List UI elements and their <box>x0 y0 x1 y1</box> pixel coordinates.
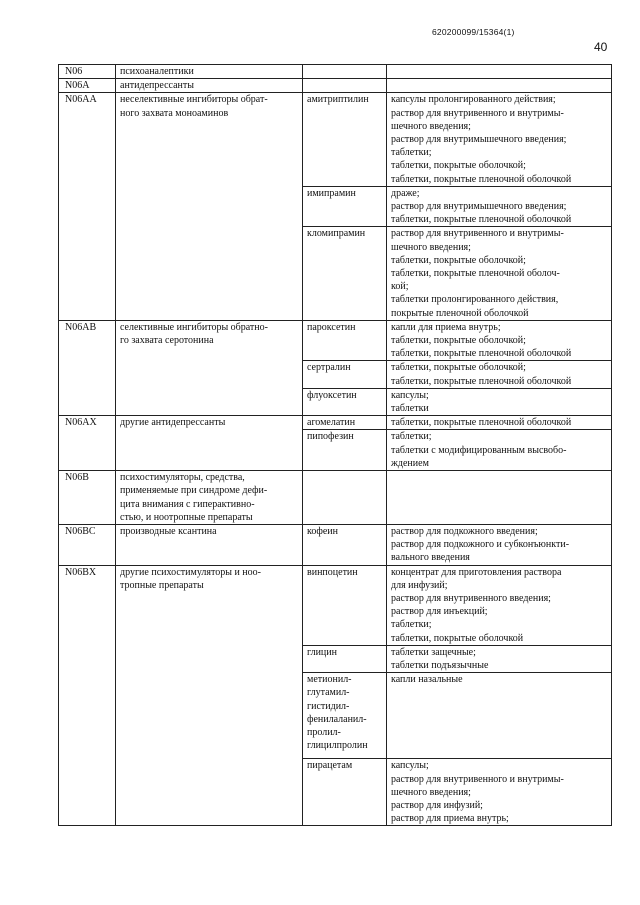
drug-name: имипрамин <box>303 186 387 227</box>
drug-name: сертралин <box>303 361 387 388</box>
drug-name: пирацетам <box>303 759 387 826</box>
dosage-forms <box>387 471 612 525</box>
atc-group: селективные ингибиторы обратно- го захвата серотонина <box>116 320 303 415</box>
drug-classification-table <box>58 64 612 826</box>
dosage-forms <box>387 79 612 93</box>
atc-group: психоаналептики <box>116 65 303 79</box>
drug-name: винпоцетин <box>303 565 387 645</box>
dosage-forms <box>387 65 612 79</box>
drug-name: кломипрамин <box>303 227 387 320</box>
atc-group: неселективные ингибиторы обрат- ного захвата моноаминов <box>116 93 303 320</box>
dosage-forms: таблетки защечные; таблетки подъязычные <box>387 645 612 672</box>
atc-code: N06BC <box>59 524 116 565</box>
atc-group: другие антидепрессанты <box>116 416 303 471</box>
drug-name <box>303 65 387 79</box>
atc-group: антидепрессанты <box>116 79 303 93</box>
drug-name: флуоксетин <box>303 388 387 415</box>
atc-code: N06A <box>59 79 116 93</box>
drug-name <box>303 471 387 525</box>
drug-name: пипофезин <box>303 430 387 471</box>
table-row <box>59 416 612 430</box>
dosage-forms: капсулы пролонгированного действия; раствор для внутривенного и внутримы- шечного введения; раствор для внутримышечного введения; таблетки; таблетки, покрытые оболочкой; таблетки, покрытые пленочной оболочкой <box>387 93 612 186</box>
drug-name: агомелатин <box>303 416 387 430</box>
table-row <box>59 471 612 525</box>
table-row <box>59 565 612 645</box>
atc-code: N06 <box>59 65 116 79</box>
atc-code: N06AB <box>59 320 116 415</box>
table-row <box>59 65 612 79</box>
document-id: 620200099/15364(1) <box>432 27 515 37</box>
table-row <box>59 79 612 93</box>
table-row <box>59 320 612 361</box>
atc-group: другие психостимуляторы и ноо- тропные препараты <box>116 565 303 826</box>
drug-name <box>303 79 387 93</box>
table-row <box>59 524 612 565</box>
dosage-forms: таблетки; таблетки с модифицированным высвобо- ждением <box>387 430 612 471</box>
dosage-forms: таблетки, покрытые пленочной оболочкой <box>387 416 612 430</box>
drug-name: кофеин <box>303 524 387 565</box>
atc-group: психостимуляторы, средства, применяемые при синдроме дефи- цита внимания с гиперактивно- стью, и ноотропные препараты <box>116 471 303 525</box>
drug-name: глицин <box>303 645 387 672</box>
drug-name: пароксетин <box>303 320 387 361</box>
dosage-forms: концентрат для приготовления раствора для инфузий; раствор для внутривенного введения; раствор для инъекций; таблетки; таблетки, покрытые оболочкой <box>387 565 612 645</box>
table-row <box>59 93 612 186</box>
dosage-forms: капли назальные <box>387 673 612 759</box>
atc-group: производные ксантина <box>116 524 303 565</box>
atc-code: N06B <box>59 471 116 525</box>
dosage-forms: драже; раствор для внутримышечного введения; таблетки, покрытые пленочной оболочкой <box>387 186 612 227</box>
atc-code: N06BX <box>59 565 116 826</box>
atc-code: N06AX <box>59 416 116 471</box>
dosage-forms: раствор для подкожного введения; раствор для подкожного и субконъюнкти- вального введения <box>387 524 612 565</box>
dosage-forms: капсулы; раствор для внутривенного и внутримы- шечного введения; раствор для инфузий; раствор для приема внутрь; <box>387 759 612 826</box>
dosage-forms: капсулы; таблетки <box>387 388 612 415</box>
dosage-forms: капли для приема внутрь; таблетки, покрытые оболочкой; таблетки, покрытые пленочной оболочкой <box>387 320 612 361</box>
atc-code: N06AA <box>59 93 116 320</box>
drug-name: метионил- глутамил- гистидил- фенилаланил- пролил- глицилпролин <box>303 673 387 759</box>
page-number: 40 <box>594 40 608 54</box>
dosage-forms: таблетки, покрытые оболочкой; таблетки, покрытые пленочной оболочкой <box>387 361 612 388</box>
dosage-forms: раствор для внутривенного и внутримы- шечного введения; таблетки, покрытые оболочкой; таблетки, покрытые пленочной оболоч- кой; таблетки пролонгированного действия, покрытые пленочной оболочкой <box>387 227 612 320</box>
drug-name: амитриптилин <box>303 93 387 186</box>
